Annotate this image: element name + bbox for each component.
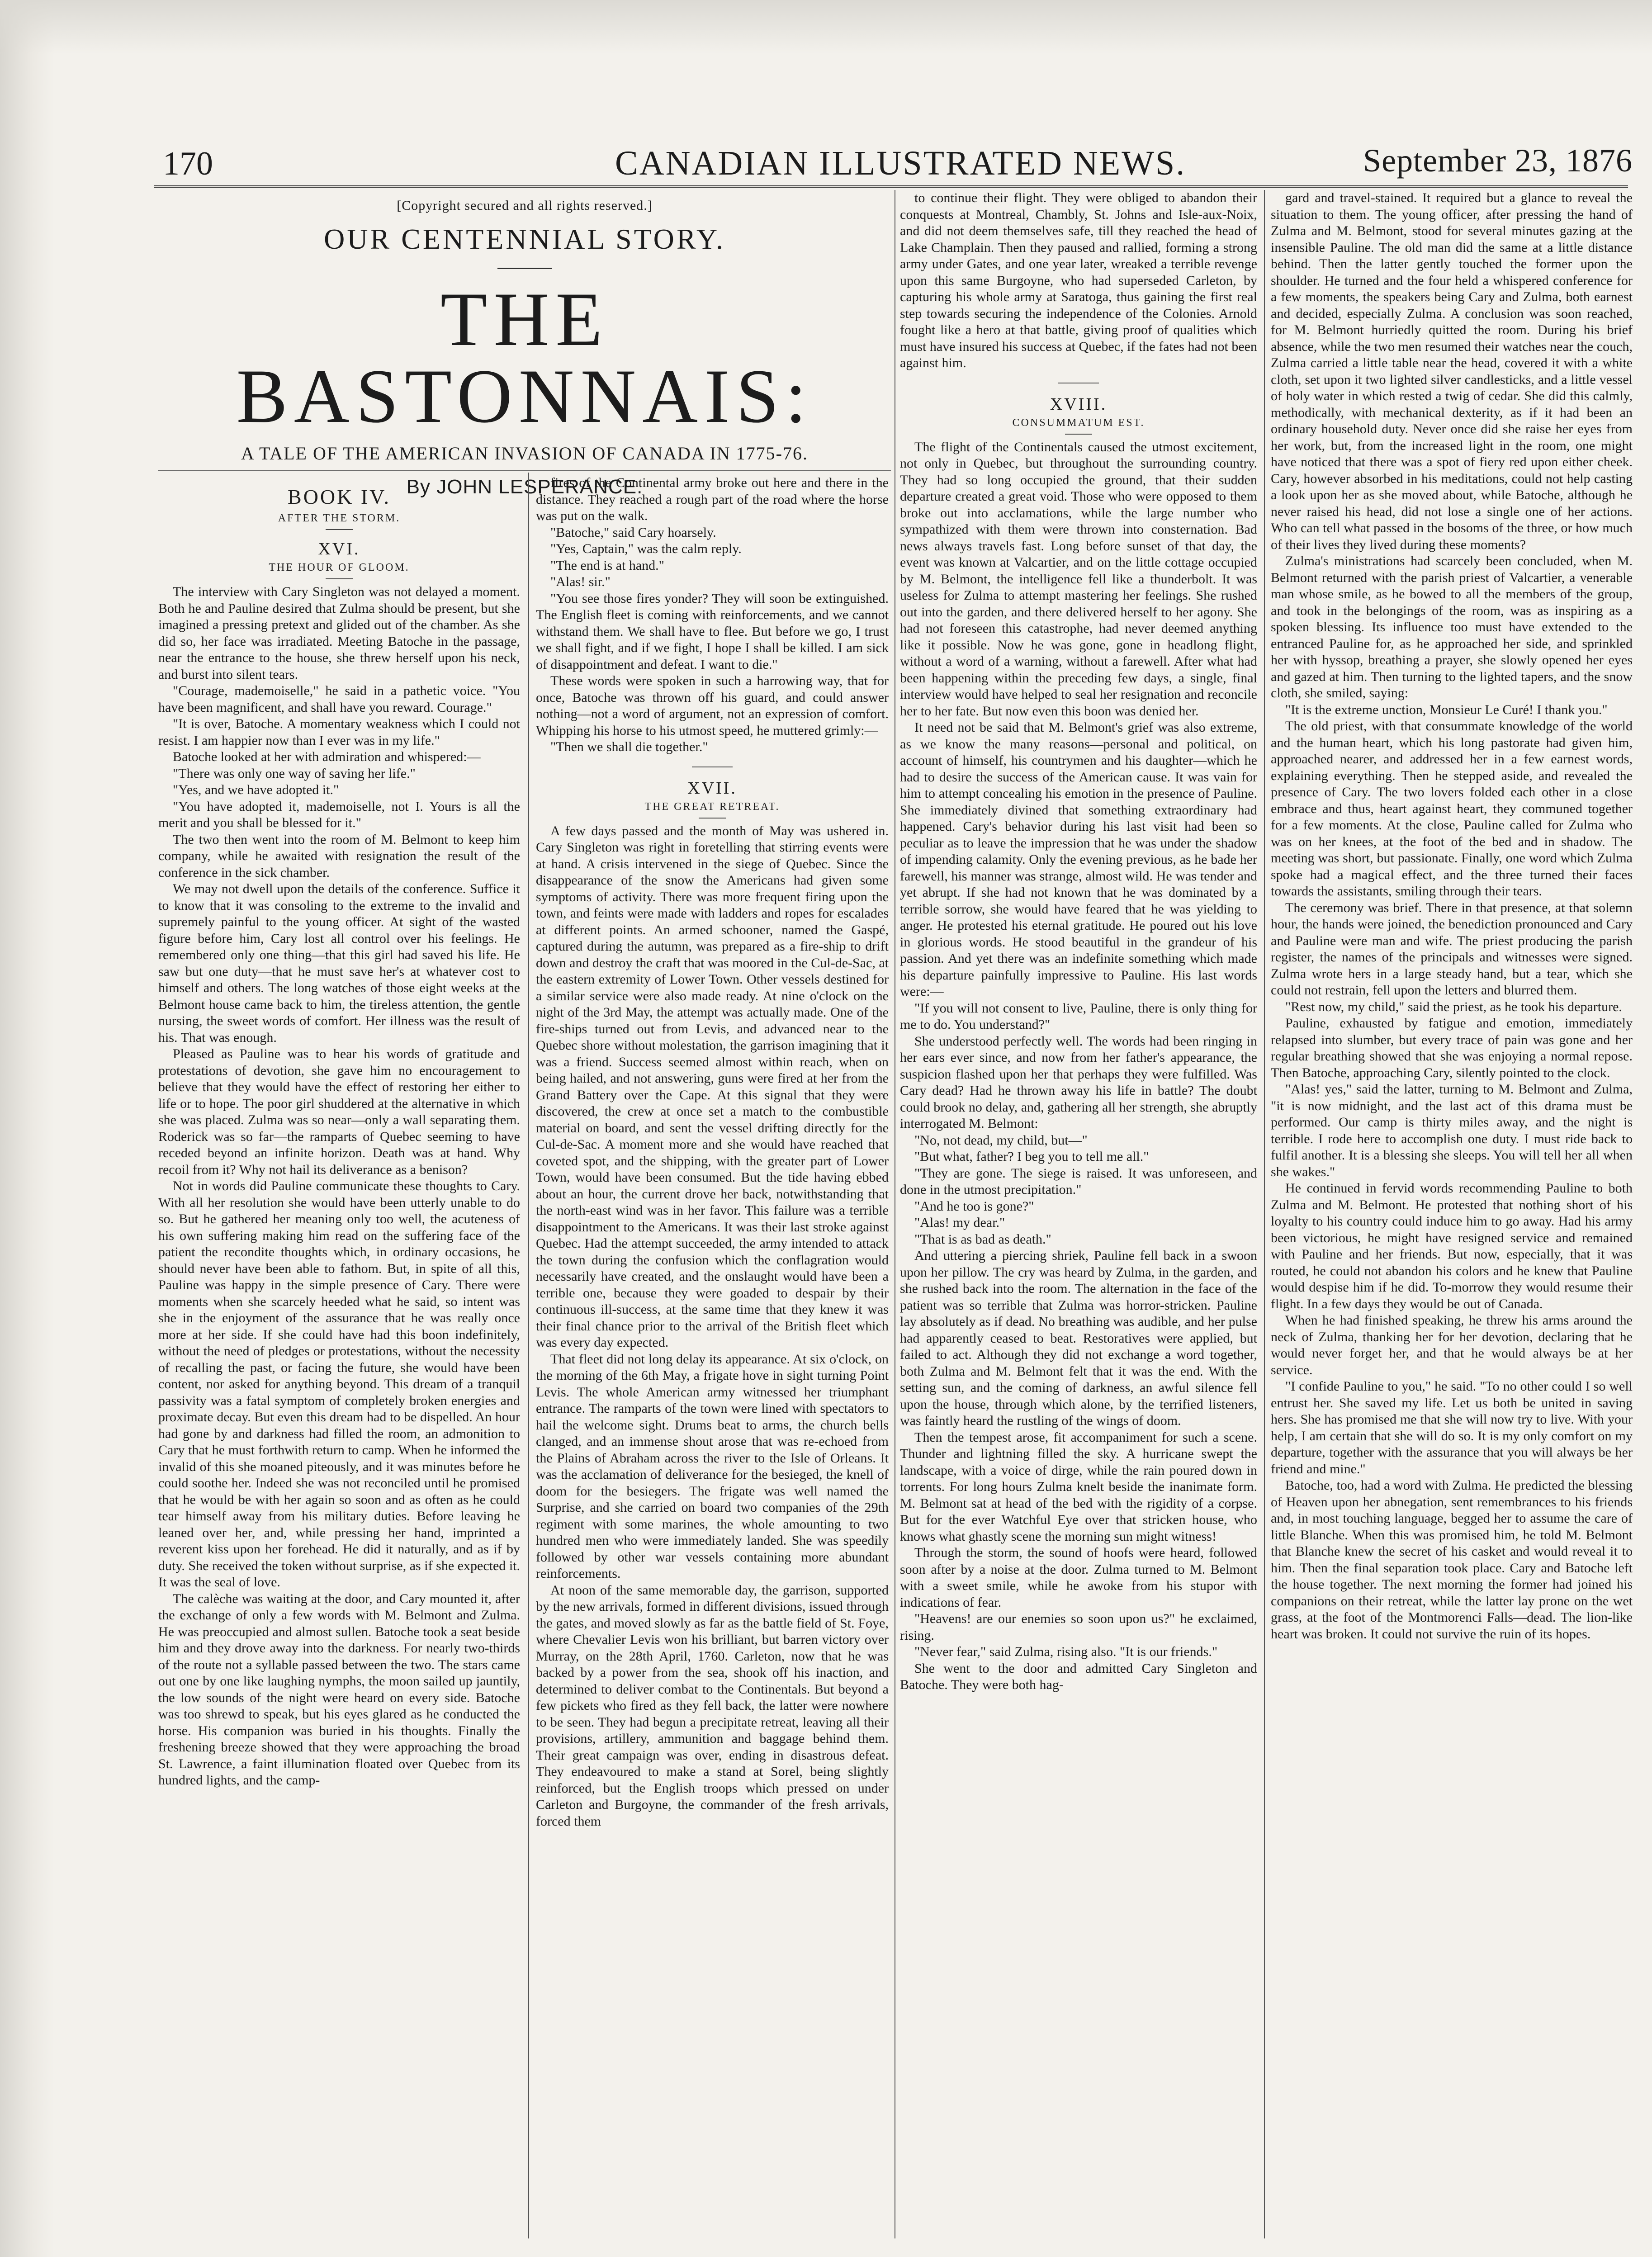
column-2-body-b [536, 823, 889, 1830]
chapter-17-number: XVII. [687, 778, 737, 798]
series-title: OUR CENTENNIAL STORY. [324, 223, 725, 255]
paragraph: Batoche looked at her with admiration and whispered:— [173, 749, 481, 764]
paragraph: A few days passed and the month of May was ushered in. Cary Singleton was right in foretelling that stirring events were at hand. A crisis intervened in the siege of Quebec. Since the disappearance of the snow the Americans had given some symptoms of activity. There was more frequent firing upon the town, and feints were made with ladders and ropes for escalades at different points. An armed schooner, named the Gaspé, captured during the autumn, was prepared as a fire-ship to drift down and destroy the craft that was moored in the Cul-de-Sac, at the eastern extremity of Lower Town. Other vessels destined for a similar service were also made ready. At nine o'clock on the night of the 3rd May, the attempt was actually made. One of the fire-ships turned out from Levis, and advanced near to the Quebec shore without molestation, the garrison imagining that it was a friend. Success seemed almost within reach, when on being hailed, and not answering, guns were fired at her from the Grand Battery over the Cape. At this signal that they were discovered, the crew at once set a match to the combustible material on board, and sent the vessel drifting directly for the Cul-de-Sac. A moment more and she would have reached that coveted spot, and the shipping, with the greater part of Lower Town, would have been consumed. But the tide having ebbed about an hour, the current drove her back, notwithstanding that the north-east wind was in her favor. This failure was a terrible disappointment to the Americans. It was their last stroke against Quebec. Had the attempt succeeded, the army intended to attack the town during the confusion which the conflagration would necessarily have created, and the onslaught would have been a terrible one, because they were goaded to despair by their continuous ill-success, at the same time that they knew it was their final chance prior to the arrival of the British fleet which was every day expected. [536, 823, 889, 1350]
paragraph: "Alas! yes," said the latter, turning to M. Belmont and Zulma, "it is now midnight, and the last act of this drama must be performed. Our camp is thirty miles away, and the night is terrible. I rode here to accomplish one duty. I must ride back to fulfil another. It is a blessing she sleeps. You will tell her all when she wakes." [1271, 1082, 1633, 1179]
paragraph: Through the storm, the sound of hoofs were heard, followed soon after by a noise at the door. Zulma turned to M. Belmont with a sweet smile, while he awoke from his stupor with indications of fear. [900, 1545, 1257, 1610]
page-number: 170 [163, 145, 213, 182]
column-3-body-a [900, 190, 1257, 372]
dash [699, 818, 726, 819]
paragraph: "Yes, Captain," was the calm reply. [550, 541, 742, 556]
paragraph: He continued in fervid words recommending Pauline to both Zulma and M. Belmont. He protested that nothing short of his loyalty to his country could induce him to go away. Had his army been victorious, he might have resigned service and remained with Pauline and her friends. But now, especially, that it was routed, he could not abandon his colors and he knew that Pauline would despise him if he did. To-morrow they would resume their flight. In a few days they would be out of Canada. [1271, 1181, 1633, 1311]
column-1 [158, 475, 520, 2238]
paragraph: These words were spoken in such a harrowing way, that for once, Batoche was thrown off his guard, and could answer nothing—not a word of argument, not an expression of comfort. Whipping his horse to his utmost speed, he muttered grimly:— [536, 673, 889, 738]
paragraph: That fleet did not long delay its appearance. At six o'clock, on the morning of the 6th May, a frigate hove in sight turning Point Levis. The whole American army witnessed her triumphant entrance. The ramparts of the town were lined with spectators to hail the welcome sight. Drums beat to arms, the church bells clanged, and an immense shout arose that was re-echoed from the Plains of Abraham across the river to the Isle of Orleans. It was the acclamation of deliverance for the besieged, the knell of doom for the besiegers. The frigate was well named the Surprise, and she carried on board two companies of the 29th regiment with some marines, the whole amounting to two hundred men who were immediately landed. She was speedily followed by other war vessels containing more abundant reinforcements. [536, 1351, 889, 1581]
paragraph: Batoche, too, had a word with Zulma. He predicted the blessing of Heaven upon her abnegation, sent remembrances to his friends and, in most touching language, begged her to assume the care of little Blanche. When this was promised him, he told M. Belmont that Blanche knew the secret of his casket and would reveal it to him. Then the final separation took place. Cary and Batoche left the house together. The next morning the former had joined his companions on their retreat, while the latter lay prone on the wet grass, at the foot of the Montmorenci Falls—dead. The lion-like heart was broken. It could not survive the ruin of its hopes. [1271, 1478, 1633, 1642]
paragraph: "Then we shall die together." [550, 739, 708, 754]
paragraph: "That is as bad as death." [914, 1231, 1051, 1247]
paragraph: "Heavens! are our enemies so soon upon us?" he exclaimed, rising. [900, 1611, 1257, 1643]
paragraph: "I confide Pauline to you," he said. "To no other could I so well entrust her. She saved my life. Let us both be united in saving hers. She has promised me that she will now try to live. With your help, I am certain that she will do so. It is my only comfort on my departure, together with the assurance that you will always be her friend and mine." [1271, 1379, 1633, 1476]
heading-dash [497, 268, 552, 269]
column-2-body-a [536, 475, 889, 756]
paragraph: "Yes, and we have adopted it." [173, 782, 339, 797]
scan-left-edge [0, 0, 54, 2257]
paragraph: The flight of the Continentals caused the utmost excitement, not only in Quebec, but throughout the surrounding country. They had so long occupied the ground, that their sudden departure created a great void. Those who were opposed to them broke out into acclamations, while the large number who sympathized with them were thrown into consternation. Bad news always travels fast. Long before sunset of that day, the event was known at Valcartier, and on the little cottage occupied by M. Belmont, the intelligence fell like a thunderbolt. It was useless for Zulma to attempt mastering her feelings. She rushed out into the garden, and there delivered herself to her agony. She had not foreseen this catastrophe, had never deemed anything like it possible. Now he was gone, gone in headlong flight, without a word of a warning, without a farewell. After what had been happening within the preceding few days, a single, final interview would have helped to seal her resignation and reconcile her to her fate. But now even this boon was denied her. [900, 439, 1257, 719]
dash [326, 578, 353, 579]
paragraph: "Rest now, my child," said the priest, as he took his departure. [1285, 999, 1622, 1014]
paragraph: "They are gone. The siege is raised. It was unforeseen, and done in the utmost precipitation." [900, 1165, 1257, 1197]
paragraph: Not in words did Pauline communicate these thoughts to Cary. With all her resolution she would have been utterly unable to do so. But he gathered her meaning only too well, the acuteness of his own suffering making him read on the suffering face of the patient the recondite thoughts which, in ordinary occasions, he should never have been able to fathom. But, in spite of all this, Pauline was happy in the simple presence of Cary. There were moments when she scarcely heeded what he said, so intent was she in the enjoyment of the assurance that he was really once more at her side. If she could have had this boon indefinitely, without the need of pledges or protestations, without the necessity of recalling the past, or facing the future, she would have been content, nor asked for anything beyond. This dream of a tranquil passivity was a fatal symptom of completely broken energies and proximate decay. But even this dream had to be dispelled. An hour had gone by and darkness had filled the room, an admonition to Cary that he must forthwith return to camp. When he informed the invalid of this she moaned piteously, and it was minutes before he could soothe her. Indeed she was not reconciled until he promised that he would be with her again so soon and as often as he could tear himself away from his military duties. Before leaving he leaned over her, and, while pressing her hand, imprinted a reverent kiss upon her forehead. He did it naturally, and as if by duty. She received the token without surprise, as if she expected it. It was the seal of love. [158, 1178, 520, 1590]
dash [326, 529, 353, 530]
header-rule [154, 185, 1628, 188]
paragraph: Then the tempest arose, fit accompaniment for such a scene. Thunder and lightning filled the sky. A hurricane swept the landscape, with a voice of dirge, while the rain poured down in torrents. For long hours Zulma knelt beside the inanimate form. M. Belmont sat at head of the bed with the rigidity of a corpse. But for the ever Watchful Eye over that stricken house, who knows what ghastly scene the morning sun might witness! [900, 1429, 1257, 1544]
paragraph: It need not be said that M. Belmont's grief was also extreme, as we know the many reasons—personal and political, on account of himself, his countrymen and his daughter—which he had to desire the success of the American cause. It was vain for him to attempt concealing his emotion in the presence of Pauline. She immediately divined that something extraordinary had happened. Cary's behavior during his last visit had been so peculiar as to leave the impression that he was under the shadow of impending calamity. Only the evening previous, as he bade her farewell, his manner was strange, almost wild. He was tender and yet abrupt. If she had not known that he was dominated by a terrible sorrow, she would have feared that he was yielding to anger. He protested his eternal gratitude. He poured out his love in glorious words. He stood beautiful in the grandeur of his passion. And yet there was an indefinite something which made his departure painfully impressive to Pauline. His last words were:— [900, 720, 1257, 999]
paragraph: gard and travel-stained. It required but a glance to reveal the situation to them. The young officer, after pressing the hand of Zulma and M. Belmont, stood for several minutes gazing at the insensible Pauline. The old man did the same at a little distance behind. Then the latter gently touched the former upon the shoulder. He turned and the four held a whispered conference for a few moments, the speakers being Cary and Zulma, both earnest and decided, especially Zulma. A conclusion was soon reached, for M. Belmont hurriedly quitted the room. During his brief absence, while the two men resumed their watches near the couch, Zulma carried a little table near the head, covered it with a white cloth, set upon it two lighted silver candlesticks, and a little vessel of holy water in which rested a twig of cedar. She did this calmly, methodically, with mechanical dexterity, as if it had been an ordinary household duty. Never once did she raise her eyes from her work, but, from the increased light in the room, one might have noticed that there was a spot of fiery red upon either cheek. Cary, however absorbed in his meditations, could not help casting a look upon her as she moved about, while Batoche, although he never raised his head, did not lose a single one of her actions. Who can tell what passed in the bosoms of the three, or how much of their lives they lived during these moments? [1271, 190, 1633, 552]
book-subtitle: AFTER THE STORM. [278, 512, 401, 524]
chapter-16-title: THE HOUR OF GLOOM. [269, 562, 410, 573]
paragraph: Zulma's ministrations had scarcely been concluded, when M. Belmont returned with the parish priest of Valcartier, a venerable man whose smile, as he bowed to all the members of the group, and took in the belongings of the room, was as inspiring as a spoken blessing. Its influence too must have extended to the entranced Pauline for, as he approached her side, and sprinkled her with hyssop, breathing a prayer, she slowly opened her eyes and gazed at him. Then turning to the lighted tapers, and the snow cloth, she smiled, saying: [1271, 554, 1633, 700]
chapter-16-number: XVI. [318, 539, 360, 558]
column-4 [1271, 190, 1633, 2238]
paragraph: "It is the extreme unction, Monsieur Le Curé! I thank you." [1285, 702, 1608, 717]
column-4-body [1271, 190, 1633, 1642]
paragraph: "There was only one way of saving her life." [173, 766, 416, 781]
paragraph: At noon of the same memorable day, the garrison, supported by the new arrivals, formed in different divisions, issued through the gates, and moved slowly as far as the battle field of St. Foye, where Chevalier Levis won his brilliant, but barren victory over Murray, on the 28th April, 1760. Carleton, now that he was backed by a power from the sea, shook off his inaction, and determined to deliver combat to the Continentals. But beyond a few pickets who fired as they fell back, the latter were nowhere to be seen. They had begun a precipitate retreat, leaving all their provisions, artillery, ammunition and baggage behind them. Their great campaign was over, ending in disastrous defeat. They endeavoured to make a stand at Sorel, being slightly reinforced, but the English troops which pressed on under Carleton and Burgoyne, the commander of the fresh arrivals, forced them [536, 1582, 889, 1829]
paragraph: The calèche was waiting at the door, and Cary mounted it, after the exchange of only a few words with M. Belmont and Zulma. He was preoccupied and almost sullen. Batoche took a seat beside him and they drove away into the darkness. For nearly two-thirds of the route not a syllable passed between the two. The stars came out one by one like laughing nymphs, the moon sailed up jauntily, the low sounds of the night were heard on every side. Batoche was too shrewd to speak, but his eyes glared as he conducted the horse. His companion was buried in his thoughts. Finally the freshening breeze showed that they were approaching the broad St. Lawrence, a faint illumination floated over Quebec from its hundred lights, and the camp- [158, 1591, 520, 1788]
chapter-17-title: THE GREAT RETREAT. [644, 800, 780, 813]
paragraph: Pauline, exhausted by fatigue and emotion, immediately relapsed into slumber, but every trace of pain was gone and her regular breathing showed that she was enjoying a normal repose. Then Batoche, approaching Cary, silently pointed to the clock. [1271, 1016, 1633, 1080]
paragraph: When he had finished speaking, he threw his arms around the neck of Zulma, thanking her for her devotion, declaring that he would never forget her, and that he would always be at her service. [1271, 1313, 1633, 1377]
paragraph: "The end is at hand." [550, 558, 664, 573]
issue-date: September 23, 1876 [1363, 142, 1633, 179]
chapter-18-number: XVIII. [1050, 394, 1108, 414]
dash [1065, 434, 1092, 435]
heading-rule [158, 470, 891, 471]
paragraph: "Batoche," said Cary hoarsely. [550, 525, 716, 540]
paragraph: "Courage, mademoiselle," he said in a pathetic voice. "You have been magnificent, and shall have you reward. Courage." [158, 683, 520, 715]
author-byline: By JOHN LESPERANCE. [406, 476, 643, 498]
paragraph: fires of the Continental army broke out here and there in the distance. They reached a rough part of the road where the horse was put on the walk. [536, 475, 889, 523]
column-1-body [158, 584, 520, 1789]
paragraph: "You have adopted it, mademoiselle, not I. Yours is all the merit and you shall be blessed for it." [158, 799, 520, 830]
book-heading: BOOK IV. [288, 485, 391, 508]
paragraph: "Alas! sir." [550, 574, 611, 589]
paragraph: The ceremony was brief. There in that presence, at that solemn hour, the hands were joined, the benediction pronounced and Cary and Pauline were man and wife. The priest producing the parish register, the names of the principals and witnesses were signed. Zulma wrote hers in a large steady hand, but a tear, which she could not restrain, fell upon the letters and blurred them. [1271, 900, 1633, 998]
column-2 [536, 475, 889, 2238]
paragraph: She went to the door and admitted Cary Singleton and Batoche. They were both hag- [900, 1661, 1257, 1692]
paragraph: "But what, father? I beg you to tell me all." [914, 1149, 1149, 1164]
paragraph: And uttering a piercing shriek, Pauline fell back in a swoon upon her pillow. The cry was heard by Zulma, in the garden, and she rushed back into the room. The alternation in the face of the patient was so terrible that Zulma was horror-stricken. Pauline lay absolutely as if dead. No breathing was audible, and her pulse had apparently ceased to beat. Restoratives were applied, but failed to act. Although they did not exchange a word together, both Zulma and M. Belmont felt that it was the end. With the setting sun, and the coming of darkness, an awful silence fell upon the house, through which alone, by the terrified listeners, was faintly heard the rustling of the wings of doom. [900, 1248, 1257, 1428]
paragraph: The old priest, with that consummate knowledge of the world and the human heart, which his long pastorate had given him, approached nearer, and addressed her in a few earnest words, explaining everything. Then he stepped aside, and revealed the presence of Cary. The two lovers folded each other in a close embrace and thus, heart against heart, they communed together for a few moments. At the close, Pauline called for Zulma who was on her knees, at the foot of the bed and in shadow. The meeting was short, but passionate. Finally, one word which Zulma spoke had a magical effect, and the three turned their faces towards the assistants, smiling through their tears. [1271, 719, 1633, 899]
paragraph: to continue their flight. They were obliged to abandon their conquests at Montreal, Chambly, St. Johns and Isle-aux-Noix, and did not deem themselves safe, till they reached the head of Lake Champlain. Then they paused and rallied, forming a strong army under Gates, and one year later, wreaked a terrible revenge upon this same Burgoyne, who had superseded Carleton, by capturing his whole army at Saratoga, thus gaining the first real step towards securing the independence of the Colonies. Arnold fought like a hero at that battle, giving proof of qualities which must have insured his success at Quebec, if the fates had not been against him. [900, 190, 1257, 370]
scan-top-edge [0, 0, 1652, 54]
paragraph: "If you will not consent to live, Pauline, there is only thing for me to do. You understand?" [900, 1000, 1257, 1032]
paragraph: "No, not dead, my child, but—" [914, 1132, 1088, 1148]
paragraph: "Never fear," said Zulma, rising also. "It is our friends." [914, 1644, 1218, 1659]
column-3-body-b [900, 439, 1257, 1694]
story-subtitle: A TALE OF THE AMERICAN INVASION OF CANADA IN 1775-76. [241, 443, 808, 464]
paragraph: We may not dwell upon the details of the conference. Suffice it to know that it was consoling to the extreme to the invalid and supremely painful to the young officer. At sight of the wasted figure before him, Cary lost all control over his feelings. He remembered only one thing—that this girl had saved his life. He saw but one duty—that he must save her's at whatever cost to himself and others. The long watches of those eight weeks at the Belmont house came back to him, the tireless attention, the gentle nursing, the sweet words of comfort. Her illness was the result of his. That was enough. [158, 881, 520, 1045]
paragraph: The interview with Cary Singleton was not delayed a moment. Both he and Pauline desired that Zulma should be present, but she imagined a pressing pretext and glided out of the chamber. As she did so, her face was irradiated. Meeting Batoche in the passage, near the entrance to the house, she threw herself upon his neck, and burst into silent tears. [158, 584, 520, 682]
paragraph: "It is over, Batoche. A momentary weakness which I could not resist. I am happier now than I ever was in my life." [158, 716, 520, 748]
page-header [154, 136, 1646, 185]
column-rule-3 [1264, 190, 1265, 2238]
paragraph: "You see those fires yonder? They will soon be extinguished. The English fleet is coming with reinforcements, and we cannot withstand them. We shall have to flee. But before we go, I trust we shall fight, and if we fight, I hope I shall be killed. I am sick of disappointment and defeat. I want to die." [536, 591, 889, 672]
paragraph: "Alas! my dear." [914, 1215, 1005, 1230]
paragraph: The two then went into the room of M. Belmont to keep him company, while he awaited with resignation the result of the conference in the sick chamber. [158, 832, 520, 880]
paragraph: She understood perfectly well. The words had been ringing in her ears ever since, and now from her father's appearance, the suspicion flashed upon her that perhaps they were fulfilled. Was Cary dead? Had he thrown away his life in battle? The doubt could brook no delay, and, gathering all her strength, she abruptly interrogated M. Belmont: [900, 1033, 1257, 1131]
story-title: THE BASTONNAIS: [236, 277, 813, 439]
column-rule-1 [528, 473, 529, 2238]
chapter-18-title: CONSUMMATUM EST. [1012, 416, 1145, 429]
column-3 [900, 190, 1257, 2238]
copyright-notice: [Copyright secured and all rights reserved.] [397, 198, 653, 213]
paragraph: "And he too is gone?" [914, 1198, 1034, 1214]
masthead: CANADIAN ILLUSTRATED NEWS. [615, 144, 1186, 182]
paragraph: Pleased as Pauline was to hear his words of gratitude and protestations of devotion, she gave him no encouragement to believe that they would have the effect of restoring her either to life or to hope. The poor girl shuddered at the alternative in which she was placed. Zulma was so near—only a wall separating them. Roderick was so far—the ramparts of Quebec seeming to have receded beyond an infinite horizon. Death was at hand. Why recoil from it? Why not hail its deliverance as a benison? [158, 1046, 520, 1177]
